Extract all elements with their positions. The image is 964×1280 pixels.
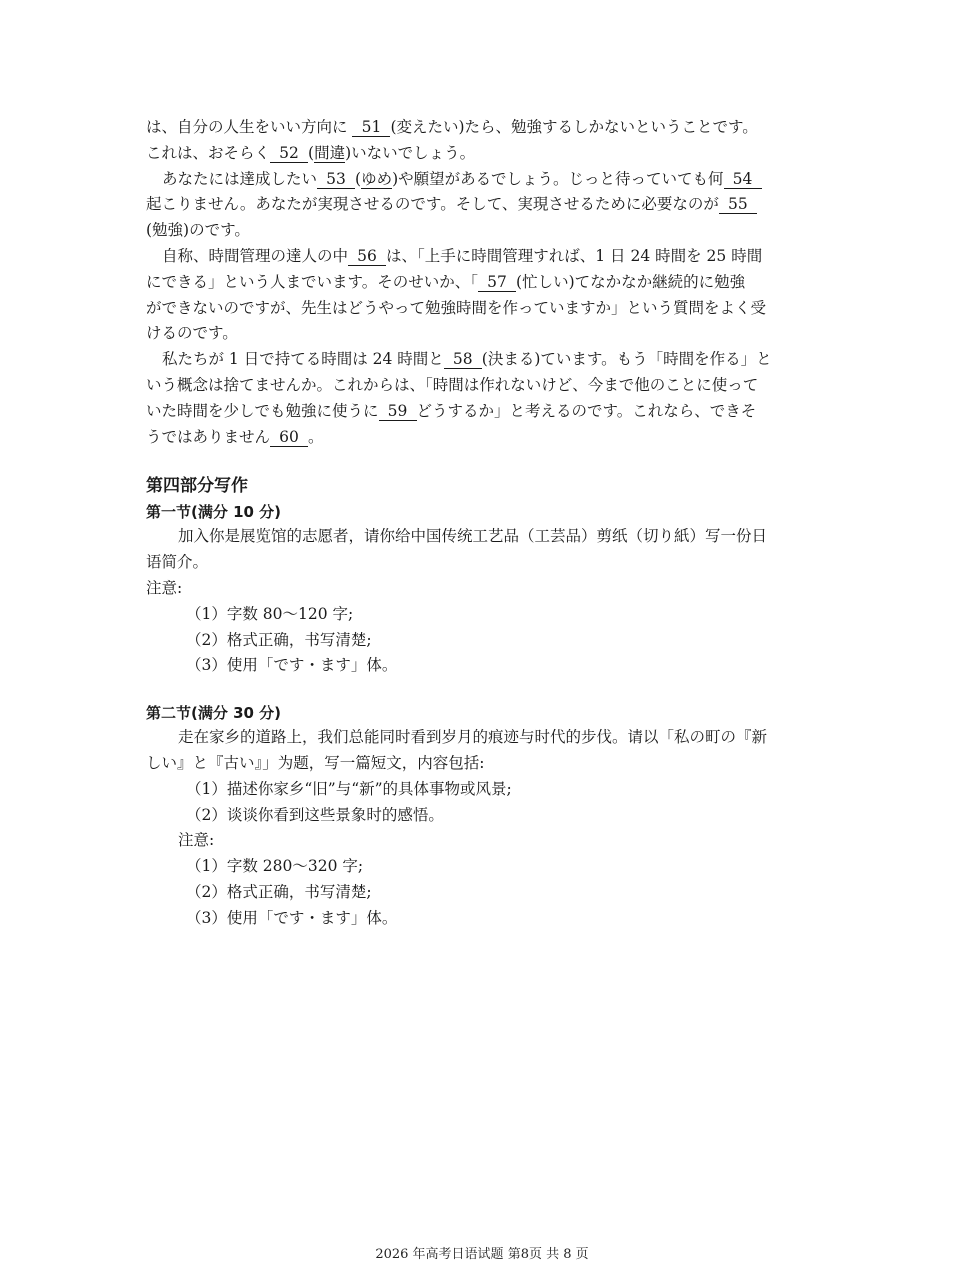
task-line: 语简介。 [146,553,209,572]
passage-text: (変えたい)たら、勉強するしかないということです。 [390,118,758,136]
passage-line [146,244,826,270]
note-label: 注意: [146,578,183,597]
section-1-title: 第一节(满分 10 分) [146,503,282,522]
passage-line [146,141,826,167]
passage-line [146,218,826,244]
passage-text: あなたには達成したい [162,169,318,188]
passage-line [146,167,826,193]
passage-text: は、「上手に時間管理すれば、1 日 24 時間を 25 時間 [386,246,763,265]
requirement-item: （2）格式正确，书写清楚; [186,630,372,649]
passage-text: (忙しい)てなかなか継続的に勉強 [516,272,746,291]
underlined-word: ゆめ [361,169,393,188]
content-item: （1）描述你家乡“旧”与“新”的具体事物或风景; [186,779,512,798]
passage-text: 。 [308,427,324,446]
passage-text: けるのです。 [146,324,238,343]
blank-53: 53 [317,170,355,189]
passage-line [146,192,826,218]
passage-text: 私たちが 1 日で持てる時間は 24 時間と [162,350,444,369]
passage-text: いた時間を少しでも勉強に使うに [146,401,379,420]
passage-text: いう概念は捨てませんか。これからは、「時間は作れないけど、今まで他のことに使って [146,375,759,394]
section-2-title: 第二节(满分 30 分) [146,704,282,723]
page-footer: 2026 年高考日语试题 第8页 共 8 页 [375,1247,589,1262]
blank-56: 56 [348,247,386,266]
passage-line [146,425,826,451]
note-label: 注意: [178,831,215,850]
requirement-item: （1）字数 80～120 字; [186,604,354,623]
passage-text: 起こりません。あなたが実現させるのです。そして、実現させるために必要なのが [146,195,719,214]
passage-text: ( [308,143,315,162]
task-line: 走在家乡的道路上，我们总能同时看到岁月的痕迹与时代的步伐。请以「私の町の『新 [178,728,768,747]
passage-line [146,115,826,141]
task-line: しい』と『古い』」为题，写一篇短文，内容包括: [146,753,485,772]
part-title: 第四部分写作 [146,476,248,497]
blank-52: 52 [270,144,308,163]
passage-line [146,270,826,296]
requirement-item: （3）使用「です・ます」体。 [186,656,398,675]
requirement-item: （3）使用「です・ます」体。 [186,908,398,927]
passage-text: にできる」という人までいます。そのせいか、「 [146,272,479,291]
blank-57: 57 [478,273,516,292]
underlined-word: 間違 [314,143,346,162]
passage-text: (勉強)のです。 [146,221,250,240]
passage-text: )いないでしょう。 [345,143,476,162]
blank-59: 59 [379,402,417,421]
requirement-item: （2）格式正确，书写清楚; [186,882,372,901]
passage-line [146,347,826,373]
content-item: （2）谈谈你看到这些景象时的感悟。 [186,805,444,824]
passage-text: ができないのですが、先生はどうやって勉強時間を作っていますか」という質問をよく受 [146,298,767,317]
passage-text: 自称、時間管理の達人の中 [162,246,349,265]
blank-58: 58 [444,350,482,369]
exam-page [146,115,826,932]
blank-55: 55 [719,195,757,214]
blank-60: 60 [270,428,308,447]
passage-text: どうするか」と考えるのです。これなら、できそ [416,401,757,420]
requirement-item: （1）字数 280～320 字; [186,857,364,876]
passage-text: (決まる)ています。もう「時間を作る」と [481,350,772,369]
passage-text: うではありません [146,427,271,446]
passage-text: ( [355,169,362,188]
blank-51: 51 [352,118,390,137]
task-line: 加入你是展览馆的志愿者，请你给中国传统工艺品（工芸品）剪纸（切り紙）写一份日 [178,527,768,546]
passage-line [146,296,826,322]
passage-text: これは、おそらく [146,143,271,162]
blank-54: 54 [724,170,762,189]
passage-text: は、自分の人生をいい方向に [146,118,348,136]
passage-line [146,399,826,425]
passage-text: )や願望があるでしょう。じっと待っていても何 [392,169,724,188]
passage-line [146,373,826,399]
passage-line [146,321,826,347]
